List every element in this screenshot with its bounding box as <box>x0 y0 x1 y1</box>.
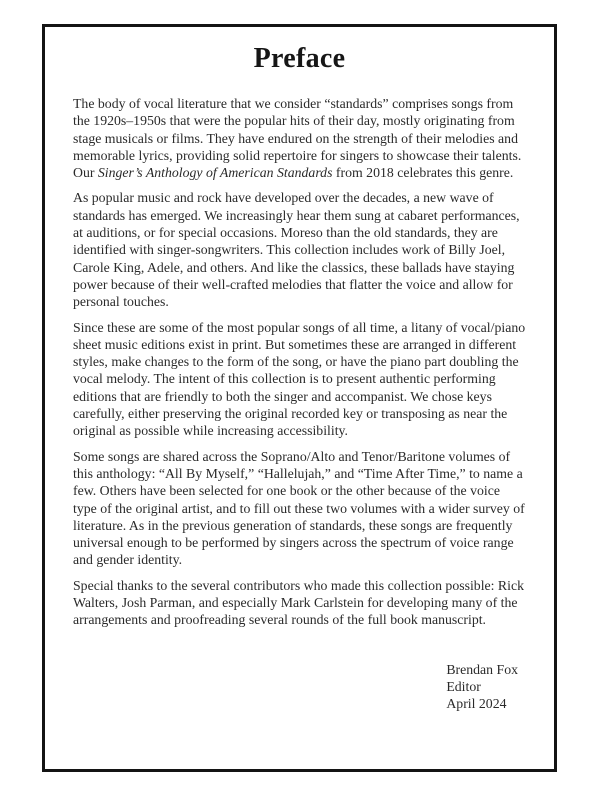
preface-body <box>73 95 526 629</box>
paragraph-3: Since these are some of the most popular songs of all time, a litany of vocal/piano sheet music editions exist in print. But sometimes these are arranged in different styles, make changes to the form of the song, or have the piano part doubling the vocal melody. The intent of this collection is to present authentic performing editions that are friendly to both the singer and accompanist. We chose keys carefully, either preserving the original recorded key or transposing as near the original as possible while increasing accessibility. <box>73 319 526 439</box>
page-border-frame <box>42 24 557 772</box>
page-title: Preface <box>253 43 346 74</box>
anthology-title-italic: Singer’s Anthology of American Standards <box>97 165 333 181</box>
paragraph-1 <box>73 95 526 181</box>
paragraph-5: Special thanks to the several contributors who made this collection possible: Rick Walters, Josh Parman, and especially Mark Carlstein for developing many of the arrangements and proofreading several rounds of the full book manuscript. <box>73 577 524 628</box>
paragraph-1-text-before: The body of vocal literature that we consider “standards” comprises songs from the 1920s–1950s that were the popular hits of their day, mostly originating from stage musicals or films. They have endured on the strength of their melodies and memorable lyrics, providing solid repertoire for singers to showcase their talents. Our <box>73 96 522 181</box>
signature-role: Editor <box>446 678 481 694</box>
signature-block <box>446 661 518 713</box>
signature-name: Brendan Fox <box>446 661 518 677</box>
paragraph-4: Some songs are shared across the Soprano/Alto and Tenor/Baritone volumes of this anthology: “All By Myself,” “Hallelujah,” and “Time After Time,” to name a few. Others have been selected for one book or the other because of the voice type of the original artist, and to fill out these two volumes with a wider survey of literature. As in the previous generation of standards, these songs are frequently universal enough to be performed by singers across the spectrum of voice range and gender identity. <box>73 448 525 568</box>
paragraph-2: As popular music and rock have developed over the decades, a new wave of standards has emerged. We increasingly hear them sung at cabaret performances, at auditions, or for special occasions. Moreso than the old standards, they are identified with singer-songwriters. This collection includes work of Billy Joel, Carole King, Adele, and others. And like the classics, these ballads have staying power because of their well-crafted melodies that flatter the voice and allow for personal touches. <box>73 190 520 310</box>
signature-date: April 2024 <box>446 696 507 712</box>
paragraph-1-text-after: from 2018 celebrates this genre. <box>332 165 514 181</box>
